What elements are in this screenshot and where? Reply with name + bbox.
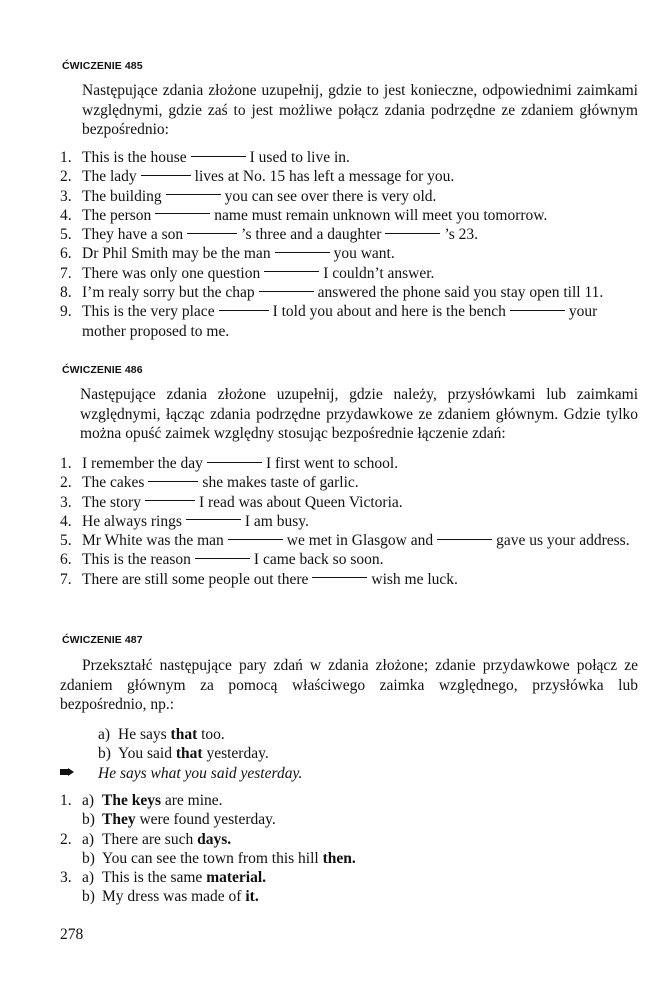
list-item: 7. There are still some people out there wish me luck. xyxy=(60,570,458,588)
answer-blank[interactable] xyxy=(437,539,492,540)
list-item: 3. The story I read was about Queen Victoria. xyxy=(60,493,403,511)
list-item: 5. Mr White was the man we met in Glasgow and gave us your address. xyxy=(60,532,630,550)
exercise-486-instruction: Następujące zdania złożone uzupełnij, gdzie należy, przysłówkami lub zaimkami względnymi, łącząc zdania podrzędne przydawkowe ze zdaniem głównym. Gdzie tylko można opuść zaimek względny stosując bezpośrednie łączenie zdań: xyxy=(80,386,638,442)
answer-blank[interactable] xyxy=(264,271,319,272)
list-item: 1. a) The keys are mine. xyxy=(60,792,223,809)
example-pair xyxy=(98,725,269,764)
list-item: 3. a) This is the same material. xyxy=(60,869,267,887)
example-sentence-a: a) He says that too. xyxy=(98,726,225,743)
answer-blank[interactable] xyxy=(191,156,246,157)
list-item: 6. Dr Phil Smith may be the man you want. xyxy=(60,245,395,263)
list-item: b) They were found yesterday. xyxy=(82,811,276,829)
list-item: 1. This is the house I used to live in. xyxy=(60,149,350,166)
exercise-485-heading: ĆWICZENIE 485 xyxy=(62,60,143,72)
answer-blank[interactable] xyxy=(155,213,210,214)
list-item: 2. The lady lives at No. 15 has left a message for you. xyxy=(60,168,455,186)
exercise-487-instruction: Przekształć następujące pary zdań w zdania złożone; zdanie przydawkowe połącz ze zdaniem głównym za pomocą właściwego zaimka względnego, przysłówka lub bezpośrednio, np.: xyxy=(60,657,638,713)
list-item: 8. I’m realy sorry but the chap answered the phone said you stay open till 11. xyxy=(60,284,604,302)
answer-blank[interactable] xyxy=(510,310,565,311)
answer-blank[interactable] xyxy=(141,175,191,176)
example-answer: He says what you said yesterday. xyxy=(98,765,303,782)
answer-blank[interactable] xyxy=(195,558,250,559)
answer-blank[interactable] xyxy=(166,194,221,195)
answer-blank[interactable] xyxy=(219,310,269,311)
list-item: b) My dress was made of it. xyxy=(82,888,259,906)
exercise-486-list xyxy=(60,454,638,589)
list-item: 4. The person name must remain unknown will meet you tomorrow. xyxy=(60,206,548,224)
answer-blank[interactable] xyxy=(187,233,237,234)
exercise-485-list xyxy=(60,148,638,341)
list-item: 1. I remember the day I first went to school. xyxy=(60,455,399,472)
answer-blank[interactable] xyxy=(145,500,195,501)
exercise-487-heading: ĆWICZENIE 487 xyxy=(62,634,143,646)
list-item: 9. This is the very place I told you about and here is the bench your mother proposed to me. xyxy=(60,303,598,340)
answer-blank[interactable] xyxy=(186,519,241,520)
example-sentence-b: b) You said that yesterday. xyxy=(98,745,269,763)
answer-blank[interactable] xyxy=(312,577,367,578)
answer-blank[interactable] xyxy=(259,291,314,292)
list-item: 7. There was only one question I couldn’t answer. xyxy=(60,264,435,282)
list-item: 6. This is the reason I came back so soon. xyxy=(60,551,384,569)
list-item: 2. a) There are such days. xyxy=(60,830,232,848)
list-item: 3. The building you can see over there is very old. xyxy=(60,187,437,205)
list-item: 4. He always rings I am busy. xyxy=(60,512,309,530)
list-item: 2. The cakes she makes taste of garlic. xyxy=(60,474,359,492)
pointing-arrow-icon xyxy=(60,768,74,776)
answer-blank[interactable] xyxy=(148,481,198,482)
exercise-486-heading: ĆWICZENIE 486 xyxy=(62,364,143,376)
exercise-487-list xyxy=(60,791,638,907)
list-item: b) You can see the town from this hill then. xyxy=(82,849,356,867)
exercise-485-instruction: Następujące zdania złożone uzupełnij, gdzie to jest konieczne, odpowiednimi zaimkami względnymi, gdzie zaś to jest możliwe połącz zdania podrzędne ze zdaniem głównym bezpośrednio: xyxy=(82,82,638,138)
answer-blank[interactable] xyxy=(228,539,283,540)
answer-blank[interactable] xyxy=(275,252,330,253)
list-item: 5. They have a son ’s three and a daughter ’s 23. xyxy=(60,226,479,244)
answer-blank[interactable] xyxy=(385,233,440,234)
page-number: 278 xyxy=(60,926,84,943)
answer-blank[interactable] xyxy=(207,462,262,463)
